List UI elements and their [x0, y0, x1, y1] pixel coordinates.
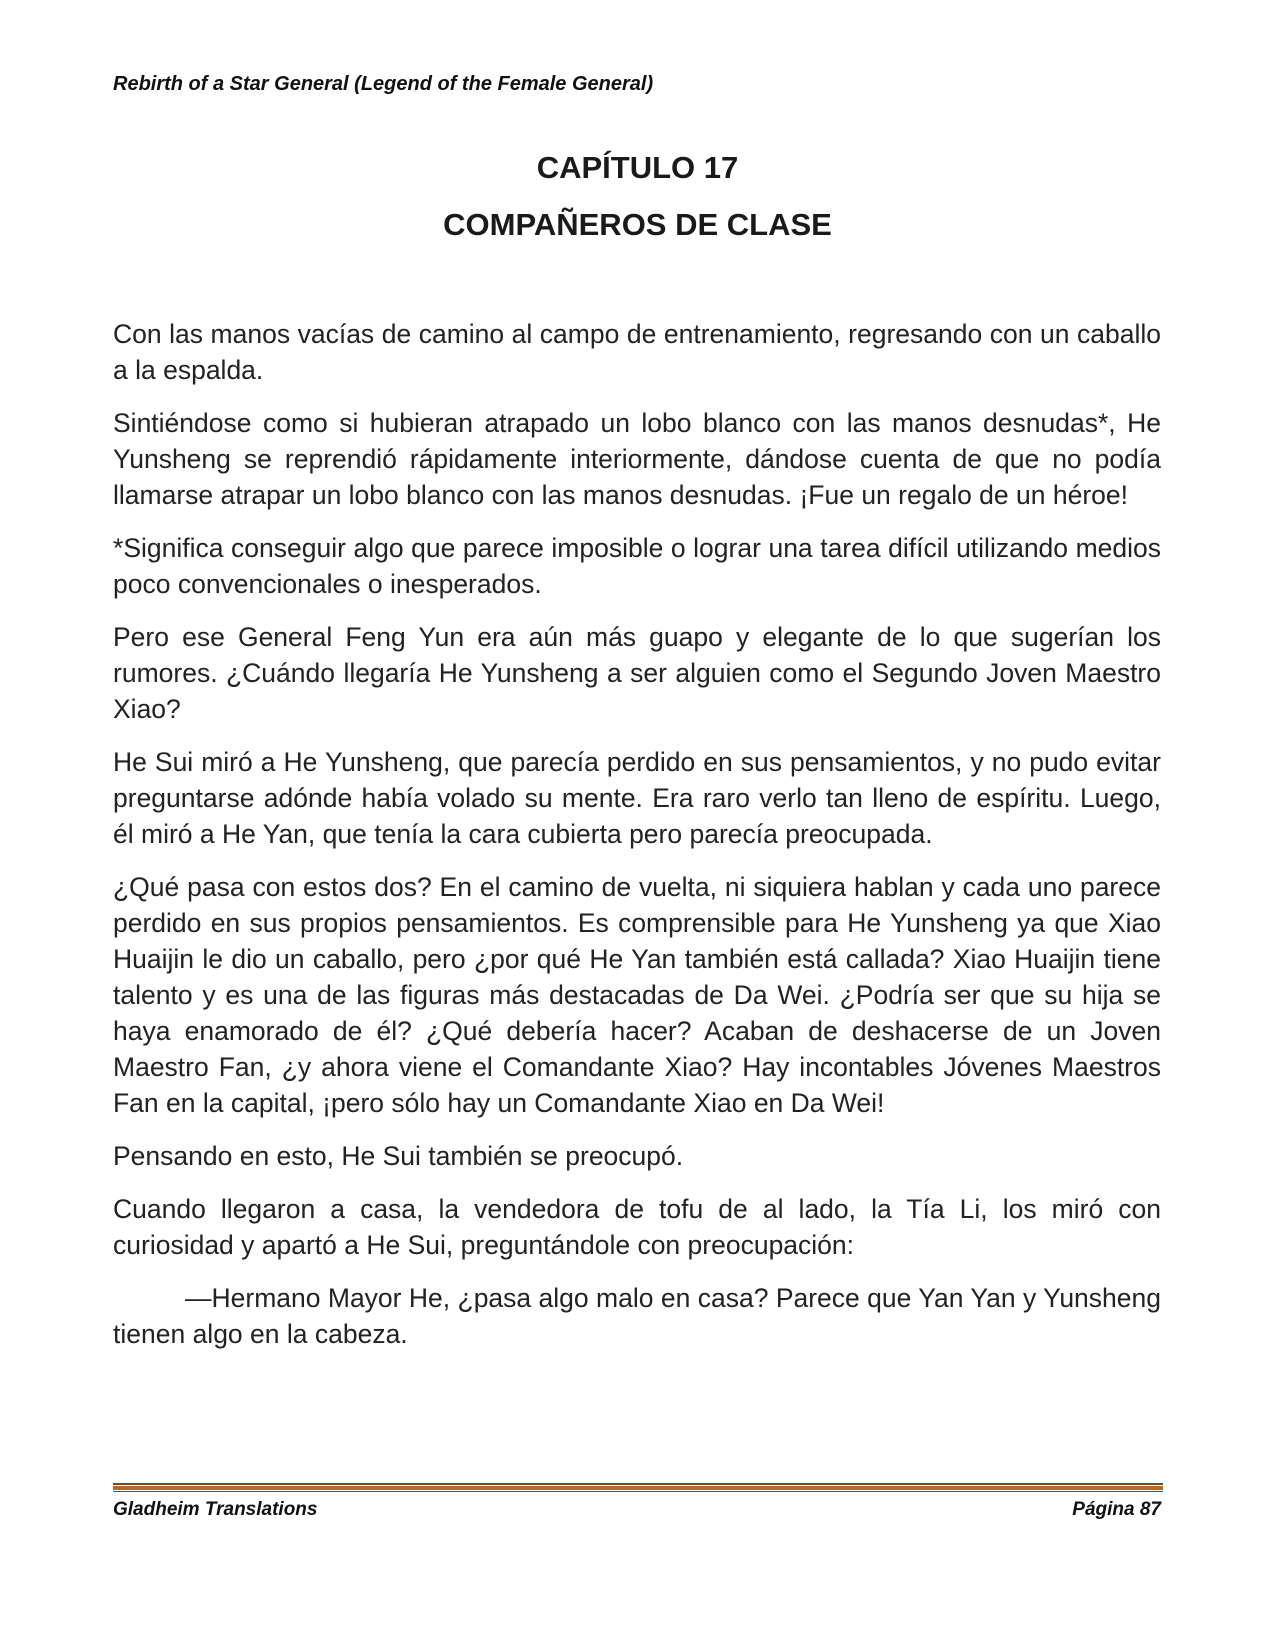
paragraph: Sintiéndose como si hubieran atrapado un lobo blanco con las manos desnudas*, He Yunsheng se reprendió rápidamente interiormente, dándose cuenta de que no podía llamarse atrapar un lobo blanco con las manos desnudas. ¡Fue un regalo de un héroe!: [113, 408, 1161, 510]
running-header: Rebirth of a Star General (Legend of the Female General): [113, 73, 654, 95]
paragraph: Cuando llegaron a casa, la vendedora de tofu de al lado, la Tía Li, los miró con curiosidad y apartó a He Sui, preguntándole con preocupación:: [113, 1194, 1161, 1260]
chapter-number: CAPÍTULO 17: [536, 150, 739, 185]
chapter-title: COMPAÑEROS DE CLASE: [443, 207, 832, 242]
chapter-body: [113, 316, 1161, 1369]
footer-page-number: Página 87: [1072, 1499, 1161, 1520]
paragraph: Con las manos vacías de camino al campo de entrenamiento, regresando con un caballo a la espalda.: [113, 319, 1161, 385]
paragraph: Pero ese General Feng Yun era aún más guapo y elegante de lo que sugerían los rumores. ¿Cuándo llegaría He Yunsheng a ser alguien como el Segundo Joven Maestro Xiao?: [113, 622, 1161, 724]
paragraph: He Sui miró a He Yunsheng, que parecía perdido en sus pensamientos, y no pudo evitar preguntarse adónde había volado su mente. Era raro verlo tan lleno de espíritu. Luego, él miró a He Yan, que tenía la cara cubierta pero parecía preocupada.: [113, 747, 1161, 849]
footnote-paragraph: *Significa conseguir algo que parece imposible o lograr una tarea difícil utilizando medios poco convencionales o inesperados.: [113, 533, 1161, 599]
footer-publisher: Gladheim Translations: [113, 1499, 318, 1520]
paragraph: Pensando en esto, He Sui también se preocupó.: [113, 1141, 684, 1171]
dialogue-paragraph: —Hermano Mayor He, ¿pasa algo malo en casa? Parece que Yan Yan y Yunsheng tienen algo en la cabeza.: [113, 1283, 1161, 1349]
footer-divider: [113, 1483, 1163, 1492]
paragraph: ¿Qué pasa con estos dos? En el camino de vuelta, ni siquiera hablan y cada uno parece perdido en sus propios pensamientos. Es comprensible para He Yunsheng ya que Xiao Huaijin le dio un caballo, pero ¿por qué He Yan también está callada? Xiao Huaijin tiene talento y es una de las figuras más destacadas de Da Wei. ¿Podría ser que su hija se haya enamorado de él? ¿Qué debería hacer? Acaban de deshacerse de un Joven Maestro Fan, ¿y ahora viene el Comandante Xiao? Hay incontables Jóvenes Maestros Fan en la capital, ¡pero sólo hay un Comandante Xiao en Da Wei!: [113, 872, 1161, 1118]
